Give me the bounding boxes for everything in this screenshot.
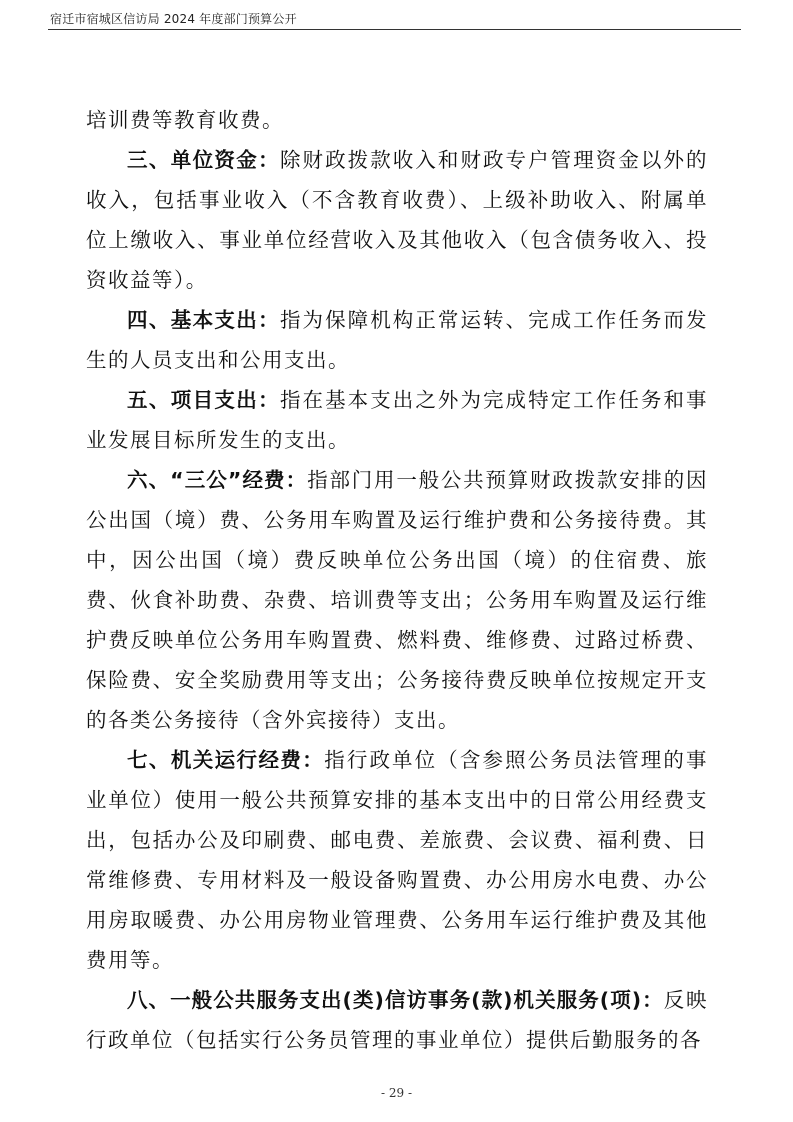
paragraph-text: 反映行政单位（包括实行公务员管理的事业单位）提供后勤服务的各	[86, 988, 708, 1052]
page-number: - 29 -	[380, 1086, 412, 1100]
paragraph-unit-funds	[86, 140, 708, 300]
paragraph-text: 除财政拨款收入和财政专户管理资金以外的收入，包括事业收入（不含教育收费）、上级补助收入、附属单位上缴收入、事业单位经营收入及其他收入（包含债务收入、投资收益等）。	[86, 148, 709, 292]
term-heading: 五、项目支出：	[127, 388, 280, 412]
paragraph-text: 指行政单位（含参照公务员法管理的事业单位）使用一般公共预算安排的基本支出中的日常公用经费支出，包括办公及印刷费、邮电费、差旅费、会议费、福利费、日常维修费、专用材料及一般设备购置费、办公用房水电费、办公用房取暖费、办公用房物业管理费、公务用车运行维护费及其他费用等。	[86, 748, 709, 972]
term-heading: 六、“三公”经费：	[127, 468, 308, 492]
paragraph-project-expenditure	[86, 380, 708, 460]
paragraph-basic-expenditure	[86, 300, 708, 380]
term-heading: 三、单位资金：	[127, 148, 280, 172]
paragraph-text: 指为保障机构正常运转、完成工作任务而发生的人员支出和公用支出。	[86, 308, 709, 372]
document-body	[86, 100, 708, 1060]
paragraph-text: 指部门用一般公共预算财政拨款安排的因公出国（境）费、公务用车购置及运行维护费和公务接待费。其中，因公出国（境）费反映单位公务出国（境）的住宿费、旅费、伙食补助费、杂费、培训费等支出；公务用车购置及运行维护费反映单位公务用车购置费、燃料费、维修费、过路过桥费、保险费、安全奖励费用等支出；公务接待费反映单位按规定开支的各类公务接待（含外宾接待）支出。	[86, 468, 709, 732]
term-heading: 八、一般公共服务支出(类)信访事务(款)机关服务(项)：	[127, 988, 664, 1012]
term-heading: 七、机关运行经费：	[127, 748, 325, 772]
paragraph-operating-funds	[86, 740, 708, 980]
page-header: 宿迁市宿城区信访局 2024 年度部门预算公开	[50, 12, 297, 26]
paragraph-three-public-funds	[86, 460, 708, 740]
term-heading: 四、基本支出：	[127, 308, 280, 332]
paragraph-continuation	[86, 100, 708, 140]
paragraph-text: 指在基本支出之外为完成特定工作任务和事业发展目标所发生的支出。	[86, 388, 709, 452]
header-divider	[48, 29, 741, 30]
paragraph-text: 培训费等教育收费。	[86, 108, 284, 132]
paragraph-public-service-expenditure	[86, 980, 708, 1060]
